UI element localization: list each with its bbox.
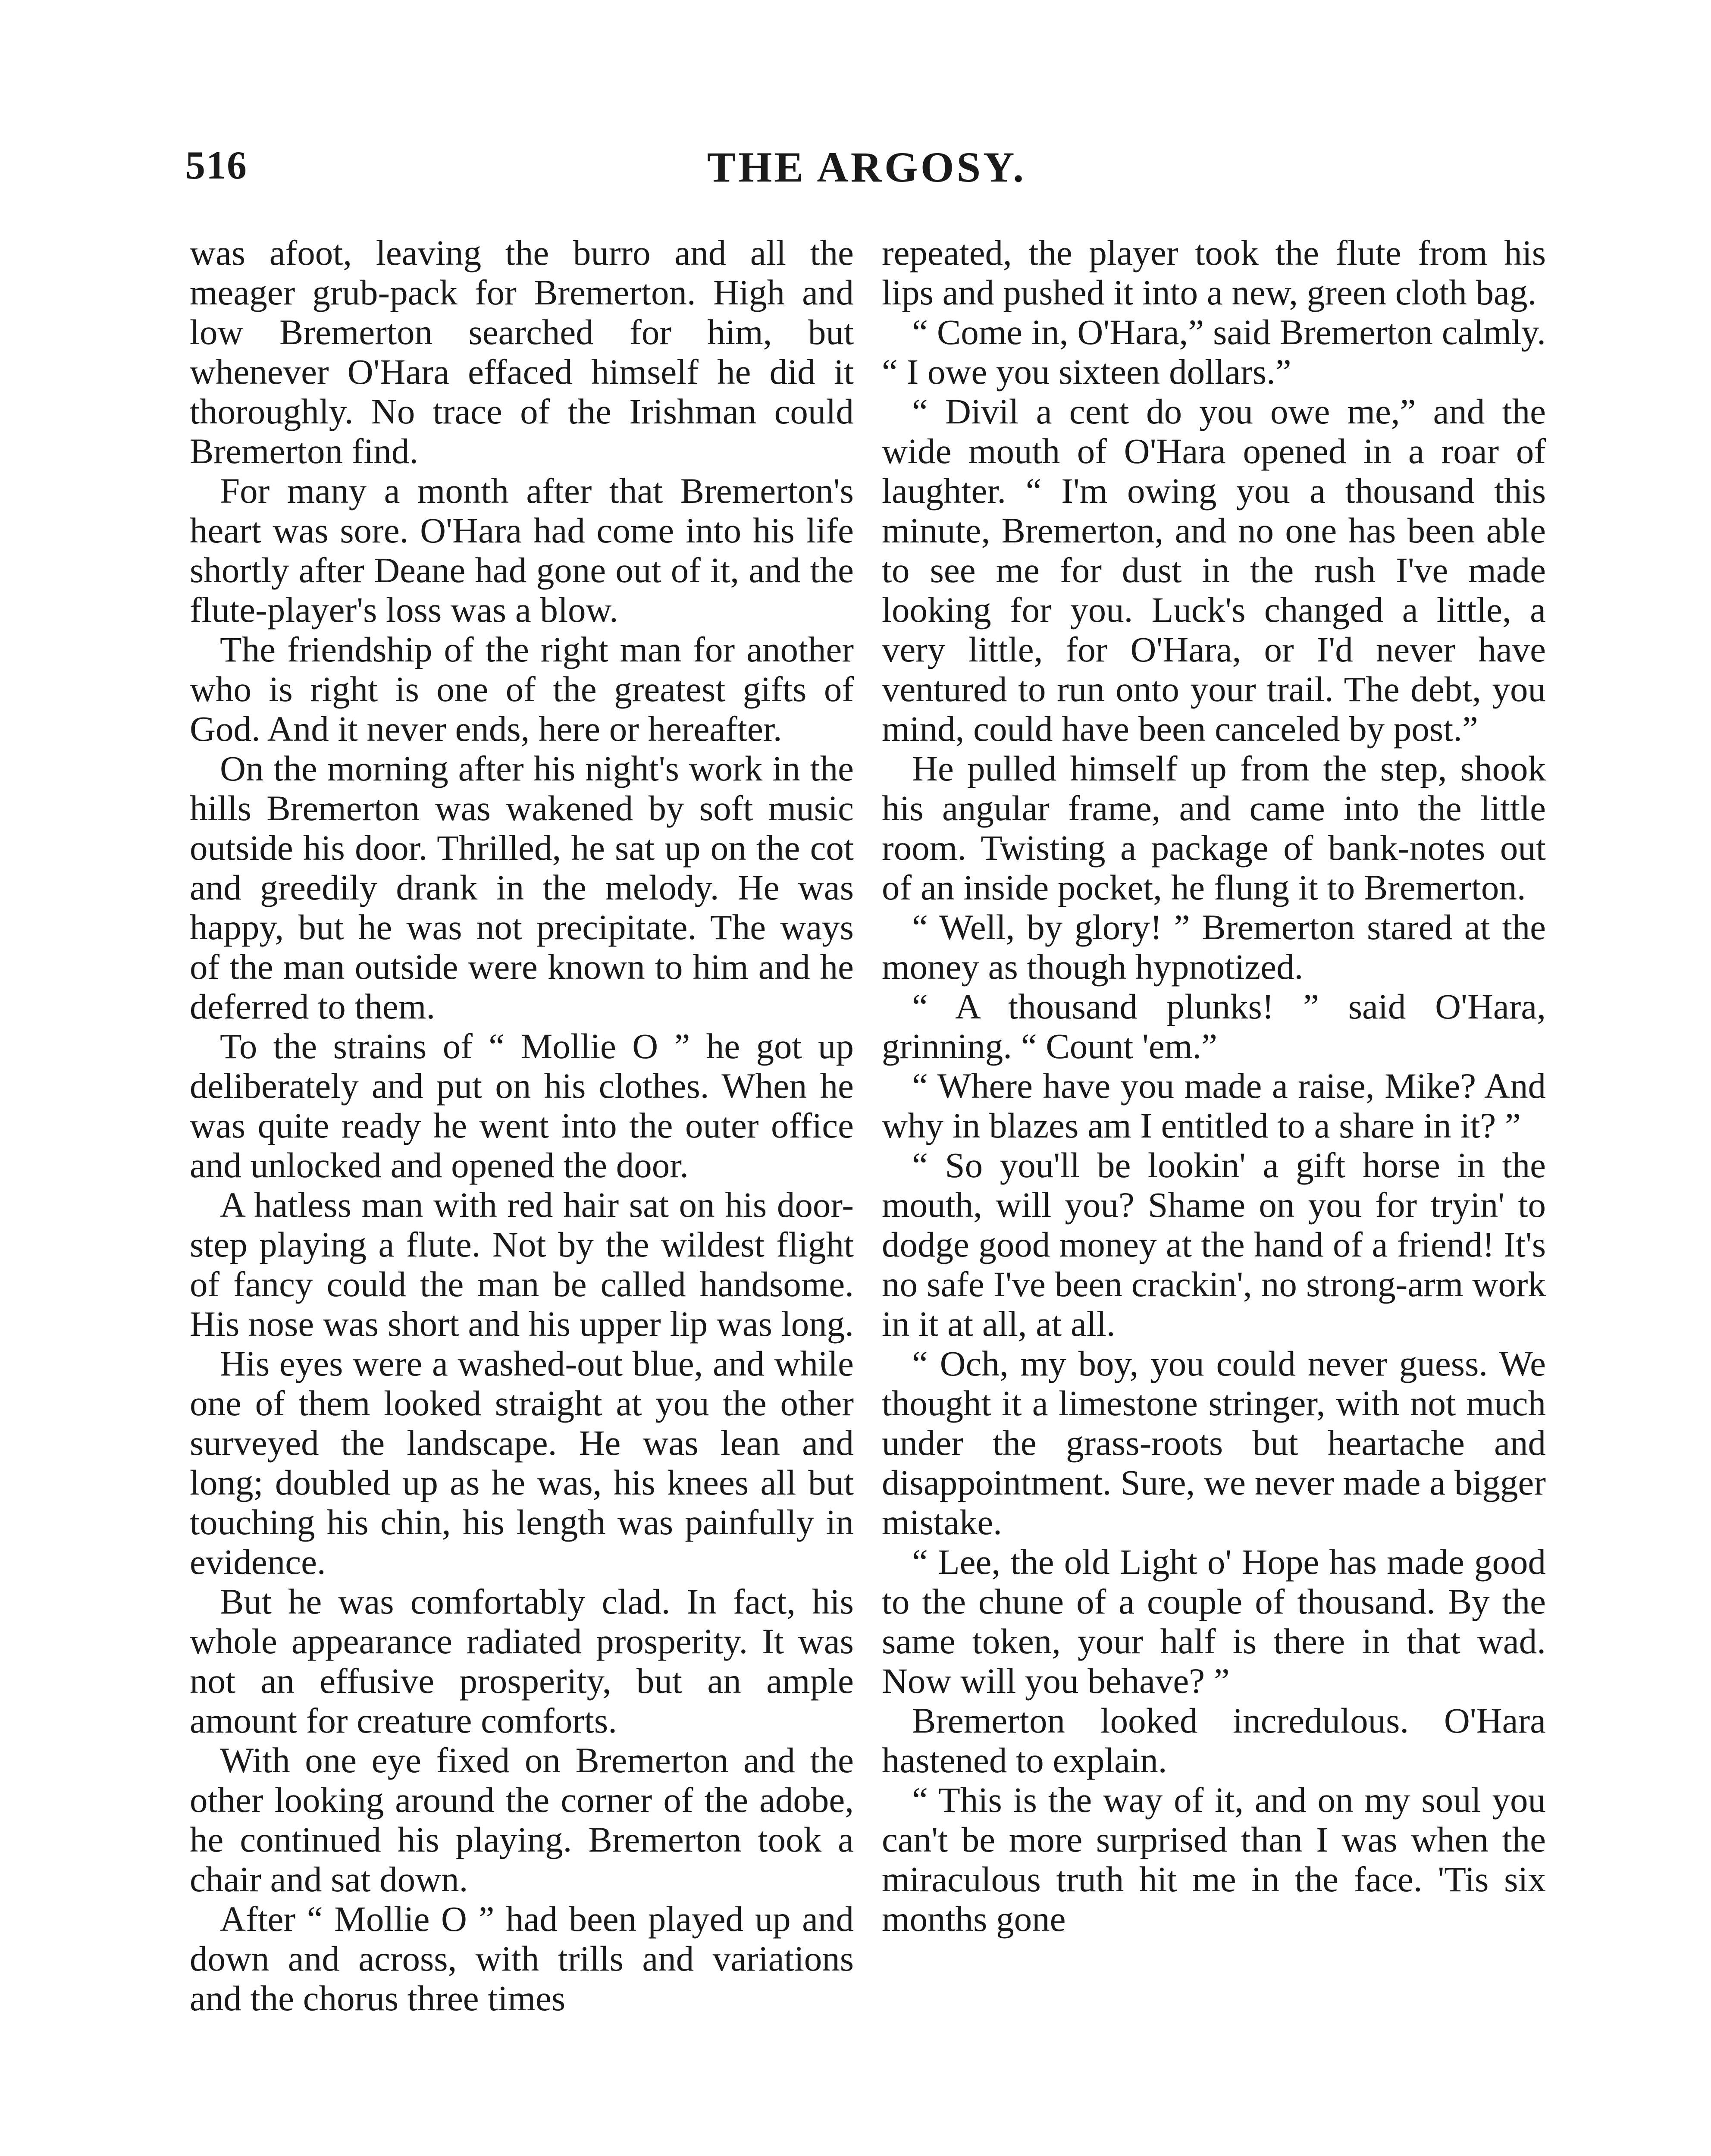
page-header — [185, 142, 1548, 207]
paragraph: To the strains of “ Mollie O ” he got up deliberately and put on his clothes. When he was quite ready he went into the outer office and unlocked and opened the door. — [190, 1026, 854, 1185]
paragraph: “ Well, by glory! ” Bremerton stared at the money as though hypnotized. — [882, 907, 1546, 987]
paragraph: “ This is the way of it, and on my soul you can't be more surprised than I was when the miraculous truth hit me in the face. 'Tis six months gone — [882, 1780, 1546, 1939]
paragraph: “ A thousand plunks! ” said O'Hara, grinning. “ Count 'em.” — [882, 987, 1546, 1066]
paragraph: “ So you'll be lookin' a gift horse in the mouth, will you? Shame on you for tryin' to dodge good money at the hand of a friend! It's no safe I've been crackin', no strong-arm work in it at all, at all. — [882, 1145, 1546, 1344]
paragraph: “ Where have you made a raise, Mike? And why in blazes am I entitled to a share in it? ” — [882, 1066, 1546, 1145]
page-number: 516 — [185, 143, 248, 187]
paragraph: After “ Mollie O ” had been played up and down and across, with trills and variations and the chorus three times — [190, 1899, 854, 2018]
paragraph: “ Come in, O'Hara,” said Bremerton calmly. “ I owe you sixteen dollars.” — [882, 312, 1546, 392]
paragraph: On the morning after his night's work in the hills Bremerton was wakened by soft music outside his door. Thrilled, he sat up on the cot and greedily drank in the melody. He was happy, but he was not precipitate. The ways of the man outside were known to him and he deferred to them. — [190, 749, 854, 1026]
paragraph: “ Lee, the old Light o' Hope has made good to the chune of a couple of thousand. By the same token, your half is there in that wad. Now will you behave? ” — [882, 1542, 1546, 1701]
paragraph: was afoot, leaving the burro and all the meager grub-pack for Bremerton. High and low Bremerton searched for him, but whenever O'Hara effaced himself he did it thoroughly. No trace of the Irishman could Bremerton find. — [190, 233, 854, 471]
paragraph: His eyes were a washed-out blue, and while one of them looked straight at you the other surveyed the landscape. He was lean and long; doubled up as he was, his knees all but touching his chin, his length was painfully in evidence. — [190, 1344, 854, 1582]
paragraph: A hatless man with red hair sat on his door-step playing a flute. Not by the wildest flight of fancy could the man be called handsome. His nose was short and his upper lip was long. — [190, 1185, 854, 1344]
left-column — [190, 233, 854, 2018]
paragraph: But he was comfortably clad. In fact, his whole appearance radiated prosperity. It was not an effusive prosperity, but an ample amount for creature comforts. — [190, 1582, 854, 1740]
paragraph: For many a month after that Bremerton's heart was sore. O'Hara had come into his life shortly after Deane had gone out of it, and the flute-player's loss was a blow. — [190, 471, 854, 630]
paragraph: With one eye fixed on Bremerton and the other looking around the corner of the adobe, he continued his playing. Bremerton took a chair and sat down. — [190, 1740, 854, 1899]
right-column — [882, 233, 1546, 1939]
paragraph: The friendship of the right man for another who is right is one of the greatest gifts of God. And it never ends, here or hereafter. — [190, 630, 854, 749]
paragraph: He pulled himself up from the step, shook his angular frame, and came into the little room. Twisting a package of bank-notes out of an inside pocket, he flung it to Bremerton. — [882, 749, 1546, 907]
running-title: THE ARGOSY. — [707, 143, 1027, 191]
paragraph: Bremerton looked incredulous. O'Hara hastened to explain. — [882, 1701, 1546, 1780]
paragraph: “ Och, my boy, you could never guess. We thought it a limestone stringer, with not much under the grass-roots but heartache and disappointment. Sure, we never made a bigger mistake. — [882, 1344, 1546, 1542]
paragraph: repeated, the player took the flute from his lips and pushed it into a new, green cloth bag. — [882, 233, 1546, 312]
paragraph: “ Divil a cent do you owe me,” and the wide mouth of O'Hara opened in a roar of laughter. “ I'm owing you a thousand this minute, Bremerton, and no one has been able to see me for dust in the rush I've made looking for you. Luck's changed a little, a very little, for O'Hara, or I'd never have ventured to run onto your trail. The debt, you mind, could have been canceled by post.” — [882, 392, 1546, 749]
